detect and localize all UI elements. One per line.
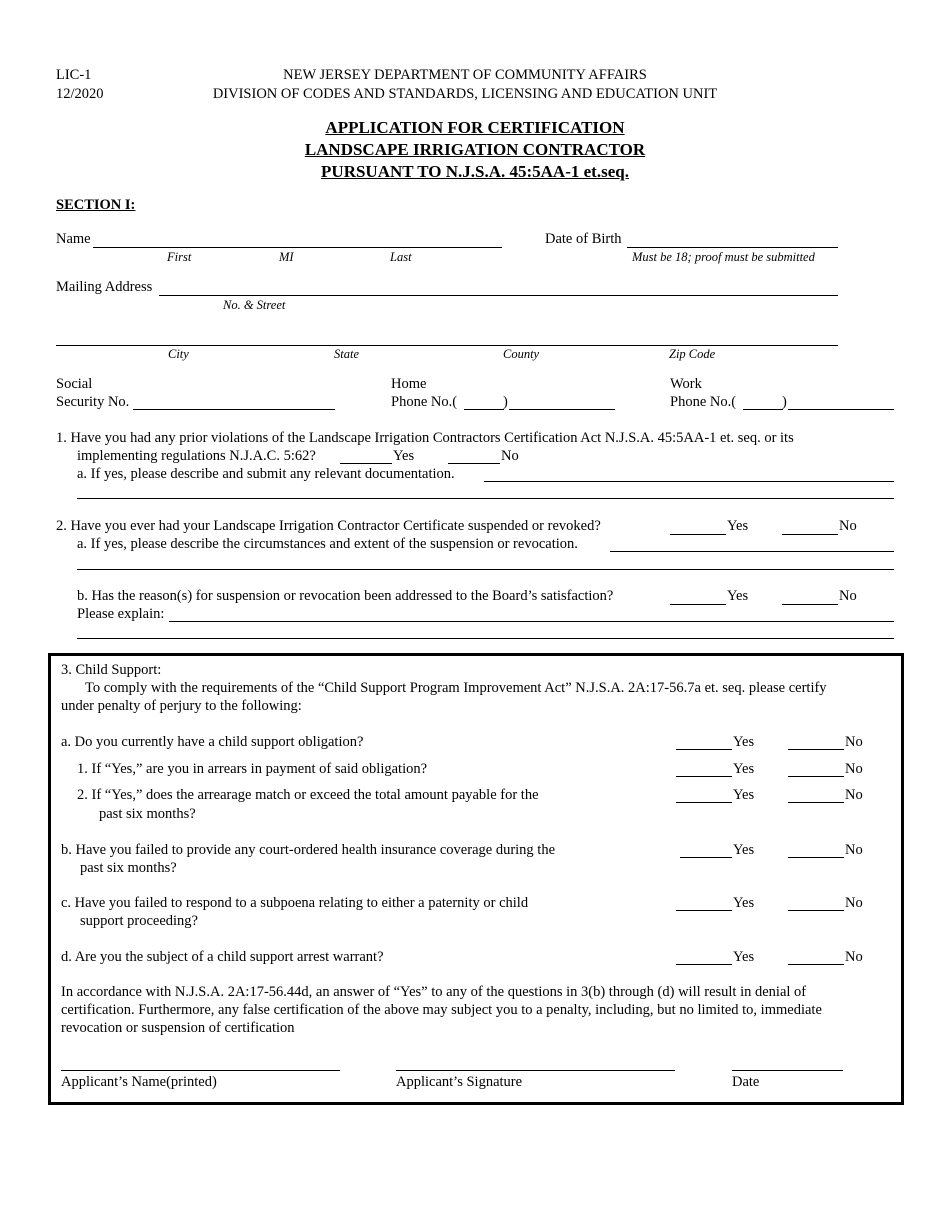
q2b-text: b. Has the reason(s) for suspension or revocation been addressed to the Board’s satisfaction? [77, 588, 614, 604]
q3-item-text: b. Have you failed to provide any court-ordered health insurance coverage during the [61, 842, 556, 858]
q3c-no-field[interactable] [788, 910, 844, 911]
q1-text-2: implementing regulations N.J.A.C. 5:62? [77, 448, 316, 464]
work-label: Work [670, 376, 702, 392]
q3d-no-field[interactable] [788, 964, 844, 965]
q3-item-text: 2. If “Yes,” does the arrearage match or exceed the total amount payable for the [77, 787, 539, 803]
work-phone-field[interactable] [788, 409, 894, 410]
notice-line-1: In accordance with N.J.S.A. 2A:17-56.44d, an answer of “Yes” to any of the questions in 3(b) through (d) will result in denial of [61, 984, 807, 1000]
q3a2-yes-label: Yes [733, 787, 755, 803]
q2b-no-label: No [839, 588, 857, 604]
q3a2-no-field[interactable] [788, 802, 844, 803]
q3a-no-field[interactable] [788, 749, 844, 750]
section-heading: SECTION I: [56, 197, 136, 213]
home-area-code-field[interactable] [464, 409, 504, 410]
q3-item-text-2: support proceeding? [80, 913, 198, 929]
q2a-field-2[interactable] [77, 569, 894, 570]
department-name: NEW JERSEY DEPARTMENT OF COMMUNITY AFFAIRS [283, 67, 647, 83]
child-support-box [48, 653, 904, 1105]
q3c-yes-label: Yes [733, 895, 755, 911]
q3a-yes-label: Yes [733, 734, 755, 750]
last-caption: Last [390, 250, 412, 264]
q2-yes-field[interactable] [670, 534, 726, 535]
q2b-explain-label: Please explain: [77, 606, 165, 622]
q3-item-text: c. Have you failed to respond to a subpoena relating to either a paternity or child [61, 895, 529, 911]
dob-label: Date of Birth [545, 231, 622, 247]
q2b-explain-field[interactable] [169, 621, 894, 622]
q1a-field-2[interactable] [77, 498, 894, 499]
form-id: LIC-1 [56, 67, 92, 83]
date-label: Date [732, 1074, 760, 1090]
county-caption: County [503, 347, 540, 361]
q3b-yes-label: Yes [733, 842, 755, 858]
city-caption: City [168, 347, 189, 361]
q1-no-field[interactable] [448, 463, 500, 464]
applicant-signature-field[interactable] [396, 1070, 675, 1071]
q2a-text: a. If yes, please describe the circumstances and extent of the suspension or revocation. [77, 536, 578, 552]
q1-no-label: No [501, 448, 519, 464]
q3-heading: 3. Child Support: [61, 662, 162, 678]
applicant-name-label: Applicant’s Name(printed) [61, 1074, 217, 1090]
q2b-explain-field-2[interactable] [77, 638, 894, 639]
mi-caption: MI [279, 250, 294, 264]
security-label: Security No. [56, 394, 130, 410]
q3d-yes-field[interactable] [676, 964, 732, 965]
q3-intro-1: To comply with the requirements of the “Child Support Program Improvement Act” N.J.S.A. 2A:17-56.7a et. seq. please certify [85, 680, 827, 696]
q3-item-text-2: past six months? [99, 806, 196, 822]
q3-item-text: a. Do you currently have a child support obligation? [61, 734, 364, 750]
q3d-yes-label: Yes [733, 949, 755, 965]
q2b-no-field[interactable] [782, 604, 838, 605]
q3-item-text: 1. If “Yes,” are you in arrears in payment of said obligation? [77, 761, 428, 777]
date-field[interactable] [732, 1070, 843, 1071]
street-caption: No. & Street [223, 298, 286, 312]
q3c-yes-field[interactable] [676, 910, 732, 911]
notice-line-2: certification. Furthermore, any false certification of the above may subject you to a penalty, including, but no limited to, immediate [61, 1002, 822, 1018]
q3a1-no-field[interactable] [788, 776, 844, 777]
home-paren: ) [503, 394, 508, 410]
home-phone-label: Phone No.( [391, 394, 458, 410]
q3b-no-field[interactable] [788, 857, 844, 858]
q3a1-no-label: No [845, 761, 863, 777]
home-label: Home [391, 376, 427, 392]
q3a-no-label: No [845, 734, 863, 750]
social-label: Social [56, 376, 93, 392]
city-state-field[interactable] [56, 345, 838, 346]
q2-no-field[interactable] [782, 534, 838, 535]
dob-note: Must be 18; proof must be submitted [632, 250, 815, 264]
first-caption: First [167, 250, 192, 264]
q2a-field[interactable] [610, 551, 894, 552]
q3b-no-label: No [845, 842, 863, 858]
q3-intro-2: under penalty of perjury to the following: [61, 698, 302, 714]
q3a2-yes-field[interactable] [676, 802, 732, 803]
q2-text: 2. Have you ever had your Landscape Irrigation Contractor Certificate suspended or revoked? [56, 518, 601, 534]
state-caption: State [334, 347, 359, 361]
q3c-no-label: No [845, 895, 863, 911]
q2b-yes-field[interactable] [670, 604, 726, 605]
applicant-name-field[interactable] [61, 1070, 340, 1071]
q3a1-yes-label: Yes [733, 761, 755, 777]
q2-yes-label: Yes [727, 518, 749, 534]
title-line-2: LANDSCAPE IRRIGATION CONTRACTOR [304, 140, 646, 159]
q2b-yes-label: Yes [727, 588, 749, 604]
work-paren: ) [782, 394, 787, 410]
q3-item-text-2: past six months? [80, 860, 177, 876]
q3a1-yes-field[interactable] [676, 776, 732, 777]
q1-text: 1. Have you had any prior violations of the Landscape Irrigation Contractors Certification Act N.J.S.A. 45:5AA-1 et. seq. or its [56, 430, 794, 446]
division-name: DIVISION OF CODES AND STANDARDS, LICENSING AND EDUCATION UNIT [212, 86, 718, 102]
q1-yes-field[interactable] [340, 463, 392, 464]
name-label: Name [56, 231, 91, 247]
ssn-field[interactable] [133, 409, 335, 410]
q3a2-no-label: No [845, 787, 863, 803]
title-line-3: PURSUANT TO N.J.S.A. 45:5AA-1 et.seq. [321, 162, 629, 181]
work-phone-label: Phone No.( [670, 394, 737, 410]
zip-caption: Zip Code [669, 347, 716, 361]
form-date: 12/2020 [56, 86, 104, 102]
q1a-field[interactable] [484, 481, 894, 482]
home-phone-field[interactable] [509, 409, 615, 410]
q1-yes-label: Yes [393, 448, 415, 464]
name-field[interactable] [93, 247, 502, 248]
title-line-1: APPLICATION FOR CERTIFICATION [325, 118, 625, 137]
street-field[interactable] [159, 295, 838, 296]
dob-field[interactable] [627, 247, 838, 248]
mailing-address-label: Mailing Address [56, 279, 153, 295]
work-area-code-field[interactable] [743, 409, 783, 410]
q3d-no-label: No [845, 949, 863, 965]
notice-line-3: revocation or suspension of certification [61, 1020, 295, 1036]
q2-no-label: No [839, 518, 857, 534]
q1a-text: a. If yes, please describe and submit any relevant documentation. [77, 466, 455, 482]
applicant-signature-label: Applicant’s Signature [396, 1074, 523, 1090]
q3-item-text: d. Are you the subject of a child support arrest warrant? [61, 949, 384, 965]
q3a-yes-field[interactable] [676, 749, 732, 750]
q3b-yes-field[interactable] [680, 857, 732, 858]
